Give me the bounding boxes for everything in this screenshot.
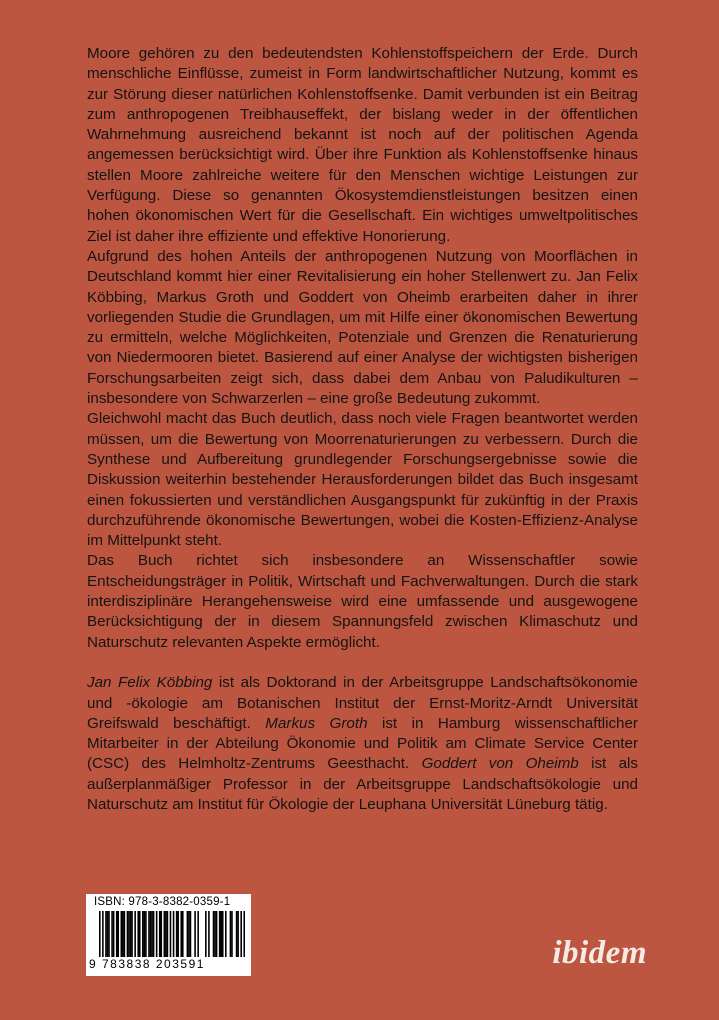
barcode-digits: 9 783838 203591: [89, 957, 205, 971]
barcode-bar: [134, 911, 136, 957]
barcode-bar: [139, 911, 141, 957]
barcode-bar: [237, 911, 239, 957]
barcode-bar: [240, 911, 242, 957]
barcode-bar: [145, 911, 147, 957]
description-paragraph-3: Gleichwohl macht das Buch deutlich, dass noch viele Fragen beantwortet werden müssen, um die Bewertung von Moorrenaturierungen zu verbessern. Durch die Synthese und Aufbereitung grundlegender Forschungsergebnisse sowie die Diskussion weiterhin bestehender Herausforderungen bildet das Buch insgesamt einen fokussierten und verständlichen Ausgangspunkt für zukünftig in der Praxis durchzuführende ökonomische Bewertungen, wobei die Kosten-Effizienz-Analyse im Mittelpunkt steht.: [87, 410, 638, 550]
barcode-bar: [165, 911, 167, 957]
barcode-bar: [208, 911, 210, 957]
barcode-bar: [205, 911, 207, 957]
barcode-bar: [219, 911, 221, 957]
barcode-bar: [220, 911, 222, 957]
barcode-bar: [153, 911, 155, 957]
barcode-bar: [156, 911, 158, 957]
barcode-bar: [102, 911, 104, 957]
barcode-bar: [113, 911, 115, 957]
barcode-bar: [148, 911, 150, 957]
barcode-bar: [99, 911, 101, 957]
barcode-bar: [130, 911, 132, 957]
barcode-bar: [170, 911, 172, 957]
barcode-bar: [164, 911, 166, 957]
barcode-bar: [173, 911, 175, 957]
barcode-bar: [190, 911, 192, 957]
publisher-logo: ibidem: [552, 935, 647, 971]
barcode-bar: [105, 911, 107, 957]
barcode-bar: [160, 911, 162, 957]
barcode-bar: [131, 911, 133, 957]
description-paragraph-2: Aufgrund des hohen Anteils der anthropogenen Nutzung von Moorflächen in Deutschland kommt hier einer Revitalisierung ein hoher Stellenwert zu. Jan Felix Köbbing, Markus Groth und Goddert von Oheimb erarbeiten daher in ihrer vorliegenden Studie die Grundlagen, um mit Hilfe einer ökonomischen Bewertung zu ermitteln, welche Möglichkeiten, Potenziale und Grenzen die Renaturierung von Niedermooren bietet. Basierend auf einer Analyse der wichtigsten bisherigen Forschungsarbeiten zeigt sich, dass dabei dem Anbau von Paludikulturen – insbesondere von Schwarzerlen – eine große Bedeutung zukommt.: [87, 247, 638, 408]
barcode-bar: [137, 911, 139, 957]
barcode-bar: [124, 911, 126, 957]
barcode-bar: [216, 911, 218, 957]
barcode-bar: [150, 911, 152, 957]
author-name-koebbing: Jan Felix Köbbing: [87, 674, 213, 692]
author-name-oheimb: Goddert von Oheimb: [421, 755, 579, 773]
barcode-bar: [197, 911, 199, 957]
barcode-bar: [122, 911, 124, 957]
author-bio-groth: ist in Hamburg wissenschaftlicher Mitarbeiter in der Abteilung Ökonomie und Politik am Climate Service Center (CSC) des Helmholtz-Zentrums Geesthacht.: [87, 714, 638, 773]
isbn-label: ISBN: 978-3-8382-0359-1: [94, 896, 231, 908]
barcode-bar: [177, 911, 179, 957]
barcode-bar: [117, 911, 119, 957]
author-bio-koebbing: ist als Doktorand in der Arbeitsgruppe Landschaftsökonomie und -ökologie am Botanischen Institut der Ernst-Moritz-Arndt Universität Greifswald beschäftigt.: [87, 674, 638, 732]
barcode-bar: [142, 911, 144, 957]
barcode-bar: [243, 911, 245, 957]
barcode-bar: [194, 911, 196, 957]
author-bio-oheimb: ist als außerplanmäßiger Professor in der Arbeitsgruppe Landschaftsökologie und Naturschutz am Institut für Ökologie der Leuphana Universität Lüneburg tätig.: [87, 755, 638, 813]
barcode-bar: [222, 911, 224, 957]
barcode-bar: [167, 911, 169, 957]
description-paragraph-4: Das Buch richtet sich insbesondere an Wissenschaftler sowie Entscheidungsträger in Politik, Wirtschaft und Fachverwaltungen. Durch die stark interdisziplinäre Herangehensweise wird eine umfassende und ausgewogene Berücksichtigung der in diesem Spannungsfeld zwischen Klimaschutz und Naturschutz relevanten Aspekte ermöglicht.: [87, 552, 638, 651]
barcode-bars: [99, 911, 245, 957]
barcode-bar: [111, 911, 113, 957]
isbn-barcode: [86, 894, 251, 976]
barcode-bar: [231, 911, 233, 957]
barcode-bar: [214, 911, 216, 957]
barcode-bar: [180, 911, 182, 957]
book-description: [87, 44, 638, 815]
barcode-bar: [187, 911, 189, 957]
description-paragraph-1: Moore gehören zu den bedeutendsten Kohlenstoffspeichern der Erde. Durch menschliche Einflüsse, zumeist in Form landwirtschaftlicher Nutzung, kommt es zur Störung dieser natürlichen Kohlenstoffsenke. Damit verbunden ist ein Beitrag zum anthropogenen Treibhauseffekt, der bislang weder in der öffentlichen Wahrnehmung ausreichend bekannt ist noch auf der politischen Agenda angemessen berücksichtigt wird. Über ihre Funktion als Kohlenstoffsenke hinaus stellen Moore zahlreiche weitere für den Menschen wichtige Leistungen zur Verfügung. Diese so genannten Ökosystemdienstleistungen besitzen einen hohen ökonomischen Wert für die Gesellschaft. Ein wichtiges umweltpolitisches Ziel ist daher ihre effiziente und effektive Honorierung.: [87, 45, 638, 245]
authors-bio: [87, 673, 638, 815]
barcode-bar: [128, 911, 130, 957]
author-name-groth: Markus Groth: [265, 714, 368, 732]
barcode-bar: [188, 911, 190, 957]
barcode-bar: [144, 911, 146, 957]
barcode-bar: [213, 911, 215, 957]
barcode-bar: [236, 911, 238, 957]
barcode-bar: [107, 911, 109, 957]
barcode-bar: [230, 911, 232, 957]
barcode-bar: [159, 911, 161, 957]
barcode-bar: [182, 911, 184, 957]
barcode-bar: [151, 911, 153, 957]
barcode-bar: [108, 911, 110, 957]
barcode-bar: [225, 911, 227, 957]
barcode-bar: [116, 911, 118, 957]
barcode-bar: [127, 911, 129, 957]
barcode-bar: [121, 911, 123, 957]
barcode-bar: [176, 911, 178, 957]
